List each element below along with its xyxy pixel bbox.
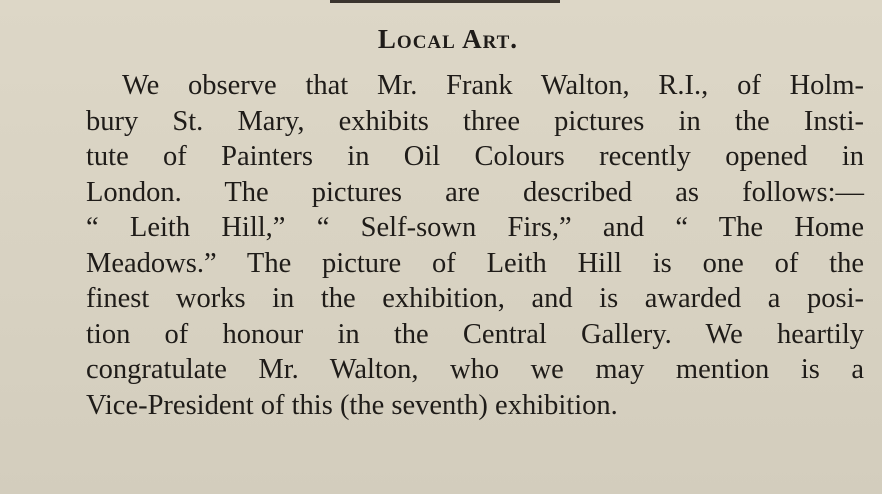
article-title: Local Art. — [377, 24, 519, 54]
article-body — [86, 68, 864, 423]
article-line: Vice-President of this (the seventh) exhibition. — [86, 389, 618, 421]
article-line: congratulate Mr. Walton, who we may mention is a — [86, 354, 864, 385]
article-line: “ Leith Hill,” “ Self-sown Firs,” and “ The Home — [86, 212, 864, 243]
article-line: tute of Painters in Oil Colours recently opened in — [86, 141, 864, 172]
article-line: Meadows.” The picture of Leith Hill is one of the — [86, 247, 864, 279]
article-line: We observe that Mr. Frank Walton, R.I., of Holm- — [122, 70, 864, 101]
column-rule — [330, 0, 560, 3]
article-line: bury St. Mary, exhibits three pictures in the Insti- — [86, 105, 864, 137]
article-line: London. The pictures are described as follows:— — [86, 176, 864, 208]
article-heading — [0, 24, 882, 55]
article-line: tion of honour in the Central Gallery. We heartily — [86, 318, 864, 350]
article-line: finest works in the exhibition, and is awarded a posi- — [86, 283, 864, 314]
